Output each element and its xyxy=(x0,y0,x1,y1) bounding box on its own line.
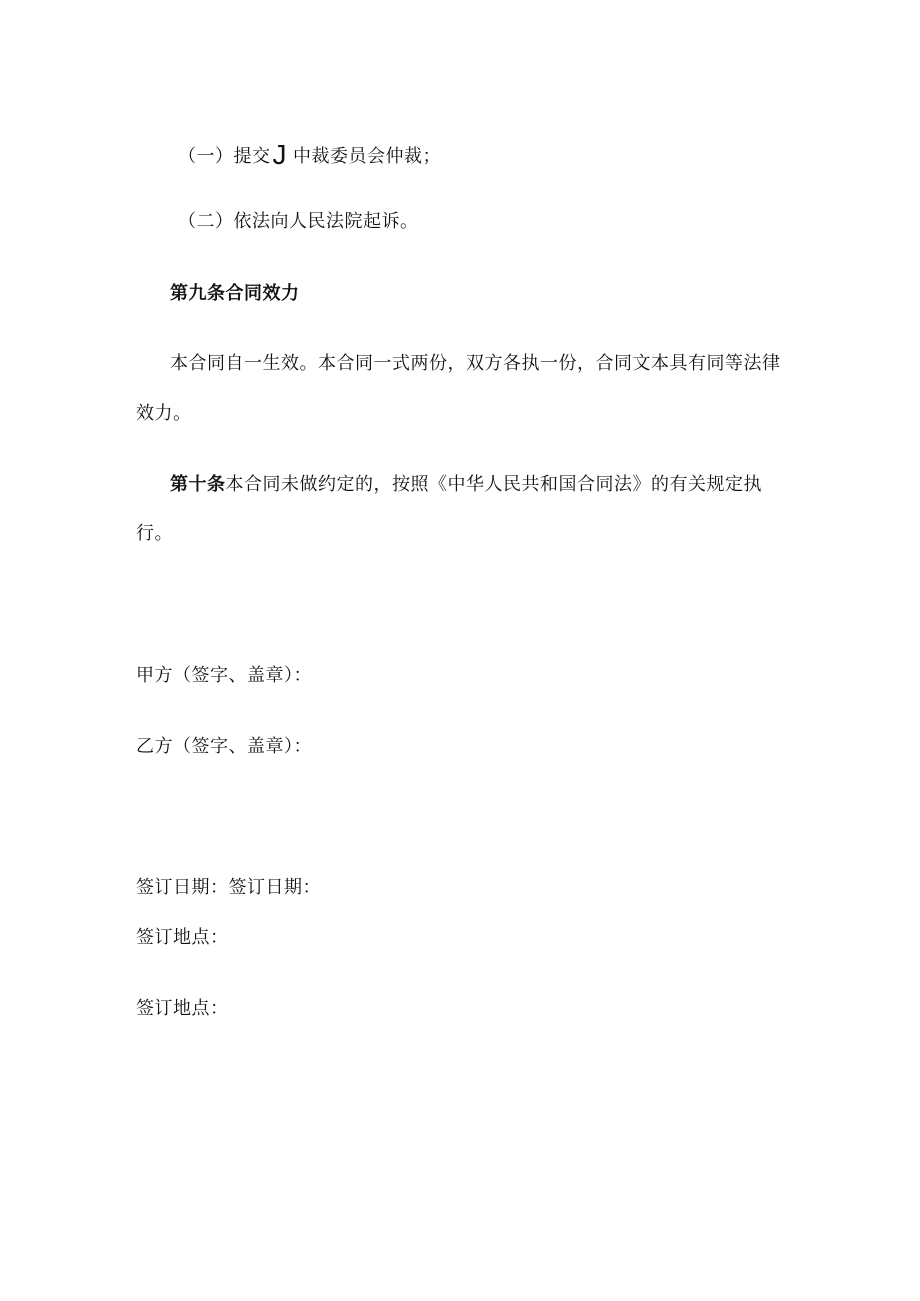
article-9-text-line-2: 效力。 xyxy=(136,403,192,424)
article-10-text: 本合同未做约定的，按照《中华人民共和国合同法》的有关规定执 xyxy=(225,474,762,495)
signing-place-2: 签订地点： xyxy=(136,998,229,1019)
clause-item-1-mark: J xyxy=(272,139,287,170)
article-9-text-line-1: 本合同自一生效。本合同一式两份，双方各执一份，合同文本具有同等法律 xyxy=(170,353,781,374)
article-9-heading: 第九条合同效力 xyxy=(170,283,300,304)
clause-item-1 xyxy=(178,141,441,169)
article-10-heading: 第十条 xyxy=(170,474,226,495)
signing-place-1: 签订地点： xyxy=(136,927,229,948)
party-b-signature: 乙方（签字、盖章）： xyxy=(136,736,312,757)
article-10-line-1 xyxy=(170,476,762,494)
clause-item-1-suffix: 中裁委员会仲裁； xyxy=(293,146,441,167)
party-a-signature: 甲方（签字、盖章）： xyxy=(136,665,312,686)
article-10-line-2: 行。 xyxy=(136,523,173,544)
clause-item-2: （二）依法向人民法院起诉。 xyxy=(178,211,419,232)
clause-item-1-prefix: （一）提交 xyxy=(178,146,271,167)
signing-date: 签订日期：签订日期： xyxy=(136,877,321,898)
